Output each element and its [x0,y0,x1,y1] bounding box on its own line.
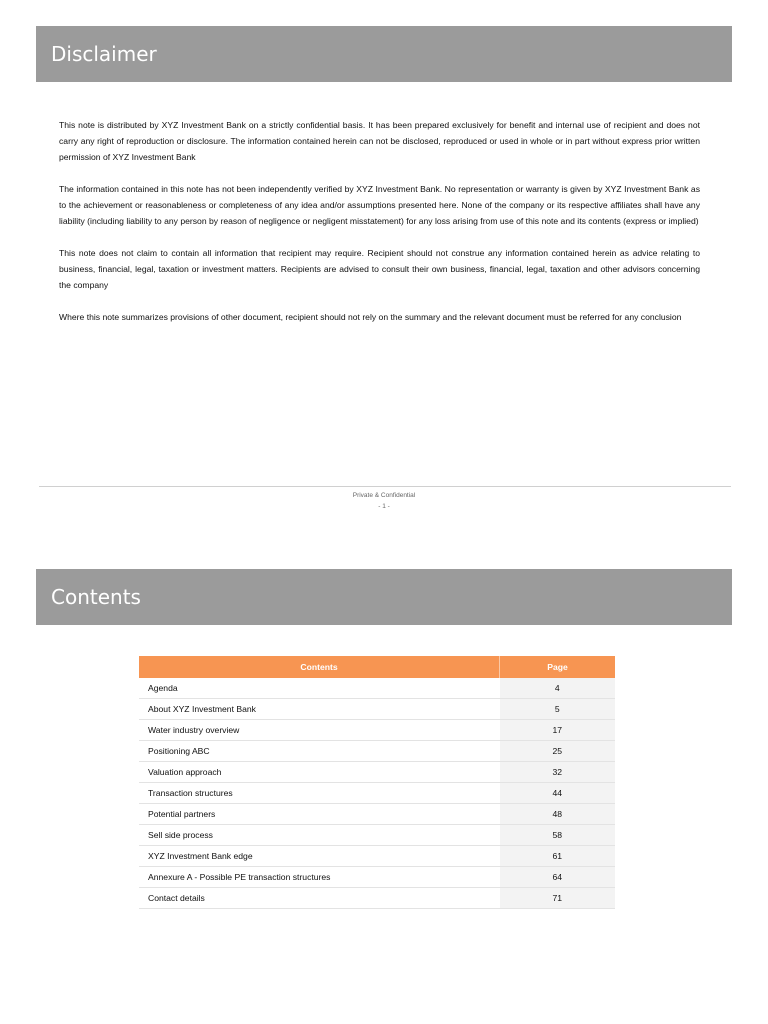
contents-page-number: 5 [500,699,616,720]
table-row [139,888,615,909]
contents-section-title: Sell side process [139,825,500,846]
contents-section-title: Potential partners [139,804,500,825]
contents-page-number: 25 [500,741,616,762]
footer-confidential-label: Private & Confidential [352,492,416,499]
contents-page-number: 44 [500,783,616,804]
contents-title: Contents [51,585,141,609]
disclaimer-paragraph: This note does not claim to contain all information that recipient may require. Recipient should not construe any information contained herein as advice relating to business, financial, legal, taxation or investment matters. Recipients are advised to consult their own business, financial, legal, taxation and other advisors concerning the company [59,248,700,290]
table-row [139,783,615,804]
contents-section-title: Annexure A - Possible PE transaction structures [139,867,500,888]
footer-page-number: - 1 - [378,503,390,510]
contents-page-number: 17 [500,720,616,741]
table-row [139,867,615,888]
disclaimer-paragraph: The information contained in this note has not been independently verified by XYZ Investment Bank. No representation or warranty is given by XYZ Investment Bank as to the achievement or reasonableness or completeness of any idea and/or assumptions presented here. None of the company or its respective affiliates shall have any liability (including liability to any person by reason of negligence or negligent misstatement) for any loss arising from use of this note and its contents (express or implied) [59,184,700,226]
contents-page-number: 58 [500,825,616,846]
contents-section-title: Contact details [139,888,500,909]
contents-section-title: About XYZ Investment Bank [139,699,500,720]
table-row [139,846,615,867]
contents-section-title: XYZ Investment Bank edge [139,846,500,867]
column-header-contents: Contents [139,656,500,678]
contents-page-number: 71 [500,888,616,909]
disclaimer-title: Disclaimer [51,42,157,66]
column-header-page: Page [500,656,616,678]
contents-section-title: Agenda [139,678,500,699]
disclaimer-body [59,117,700,341]
contents-section-title: Positioning ABC [139,741,500,762]
contents-page-number: 64 [500,867,616,888]
contents-page-number: 4 [500,678,616,699]
table-row [139,762,615,783]
table-row [139,741,615,762]
footer-divider [39,486,731,487]
contents-section-title: Water industry overview [139,720,500,741]
contents-page-number: 48 [500,804,616,825]
contents-section-title: Valuation approach [139,762,500,783]
contents-section-title: Transaction structures [139,783,500,804]
table-row [139,720,615,741]
contents-table [139,656,615,909]
table-row [139,678,615,699]
table-row [139,699,615,720]
contents-banner [36,569,732,625]
disclaimer-banner [36,26,732,82]
table-header-row [139,656,615,678]
disclaimer-paragraph: Where this note summarizes provisions of other document, recipient should not rely on the summary and the relevant document must be referred for any conclusion [59,312,682,322]
table-row [139,804,615,825]
table-row [139,825,615,846]
contents-page-number: 61 [500,846,616,867]
contents-page-number: 32 [500,762,616,783]
disclaimer-paragraph: This note is distributed by XYZ Investment Bank on a strictly confidential basis. It has been prepared exclusively for benefit and internal use of recipient and does not carry any right of reproduction or disclosure. The information contained herein can not be disclosed, reproduced or used in whole or in part without express prior written permission of XYZ Investment Bank [59,120,700,162]
